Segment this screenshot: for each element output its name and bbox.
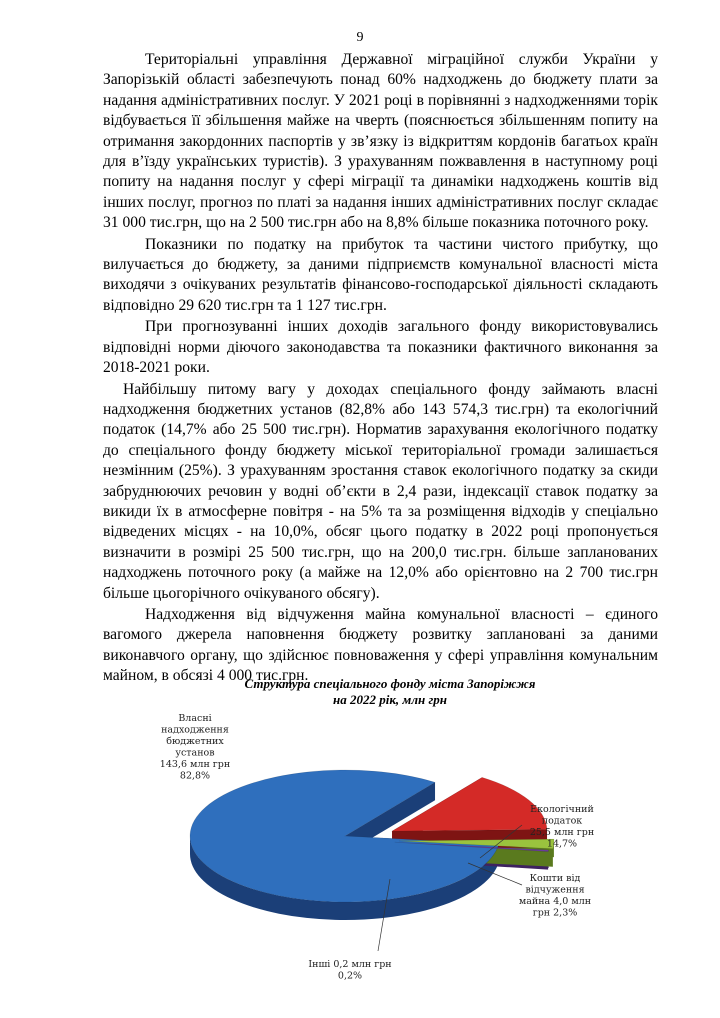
- paragraph: Надходження від відчуження майна комунальної власності – єдиного вагомого джерела наповнення бюджету розвитку заплановані за даними виконавчого органу, що здійснює повноваження у сфері управління комунальним майном, в обсязі 4 000 тис.грн.: [103, 605, 658, 685]
- pie-chart: [150, 675, 630, 982]
- slice-label: Інші 0,2 млн грн 0,2%: [308, 959, 392, 982]
- pie-chart-svg: [150, 675, 630, 982]
- page-number: 9: [356, 30, 364, 45]
- slice-label: Кошти від відчуження майна 4,0 млн грн 2,3%: [518, 873, 592, 919]
- document-body: [103, 50, 658, 688]
- paragraph: Найбільшу питому вагу у доходах спеціального фонду займають власні надходження бюджетних установ (82,8% або 143 574,3 тис.грн) та екологічний податок (14,7% або 25 500 тис.грн). Норматив зарахування екологічного податку до спеціального фонду бюджету міської територіальної громади залишається незмінним (25%). З урахуванням зростання ставок екологічного податку за скиди забруднюючих речовин у водні об’єкти в 2,4 рази, індексації ставок податку за викиди їх в атмосферне повітря - на 5% та за розміщення відходів у спеціально відведених місцях - на 10,0%, обсяг цього податку в 2022 році пропонується визначити в розмірі 25 500 тис.грн, що на 200,0 тис.грн. більше запланованих надходжень поточного року (а майже на 12,0% або орієнтовно на 2 700 тис.грн більше цьогорічного очікуваного обсягу).: [103, 380, 658, 602]
- chart-title-line-2: на 2022 рік, млн грн: [333, 692, 447, 707]
- chart-title: Структура спеціального фонду міста Запоріжжя: [244, 676, 536, 691]
- slice-label: Екологічний податок 25,5 млн грн 14,7%: [529, 804, 595, 850]
- slice-label: Власні надходження бюджетних установ 143,6 млн грн 82,8%: [159, 713, 231, 782]
- paragraph: При прогнозуванні інших доходів загального фонду використовувались відповідні норми діючого законодавства та показники фактичного виконання за 2018-2021 роки.: [103, 318, 658, 377]
- paragraph: Показники по податку на прибуток та частини чистого прибутку, що вилучається до бюджету, за даними підприємств комунальної власності міста виходячи з очікуваних результатів фінансово-господарської діяльності складають відповідно 29 620 тис.грн та 1 127 тис.грн.: [103, 235, 658, 314]
- paragraph: Територіальні управління Державної міграційної служби України у Запорізькій області забезпечують понад 60% надходжень до бюджету плати за надання адміністративних послуг. У 2021 році в порівнянні з надходженнями торік відбувається її збільшення майже на чверть (пояснюється збільшенням попиту на отримання закордонних паспортів у зв’язку із відкриттям кордонів багатьох країн для в’їзду українських туристів). З урахуванням пожвавлення в наступному році попиту на надання послуг у сфері міграції та динаміки надходжень коштів від інших послуг, прогноз по платі за надання інших адміністративних послуг складає 31 000 тис.грн, що на 2 500 тис.грн або на 8,8% більше показника поточного року.: [103, 51, 658, 232]
